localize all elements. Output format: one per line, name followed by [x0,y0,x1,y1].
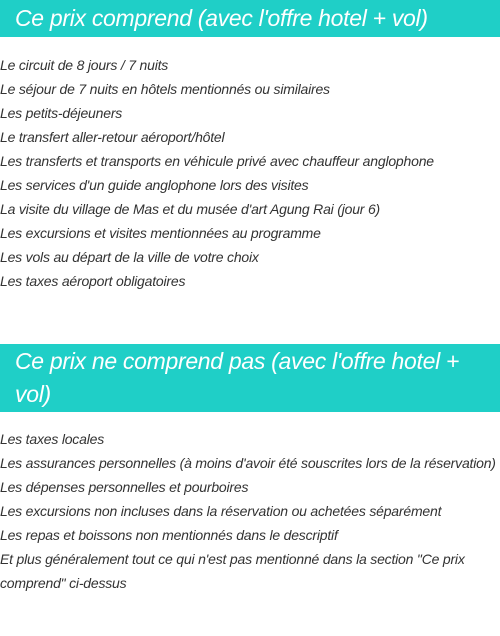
list-item: Les assurances personnelles (à moins d'avoir été souscrites lors de la réservation) [0,455,496,471]
list-item: La visite du village de Mas et du musée d'art Agung Rai (jour 6) [0,201,381,217]
list-item: Les dépenses personnelles et pourboires [0,479,249,495]
list-item: Les transferts et transports en véhicule privé avec chauffeur anglophone [0,153,434,169]
list-item: Les excursions et visites mentionnées au programme [0,225,321,241]
list-item: Les repas et boissons non mentionnés dans le descriptif [0,527,338,543]
list-item: Les petits-déjeuners [0,105,123,121]
list-item: Le transfert aller-retour aéroport/hôtel [0,129,225,145]
excluded-title: Ce prix ne comprend pas (avec l'offre hotel + vol) [0,344,500,412]
list-item: Les services d'un guide anglophone lors des visites [0,177,309,193]
list-item: Le séjour de 7 nuits en hôtels mentionnés ou similaires [0,81,330,97]
list-item: Les excursions non incluses dans la réservation ou achetées séparément [0,503,442,519]
included-section [0,0,500,293]
list-item: Les vols au départ de la ville de votre choix [0,249,259,265]
excluded-section [0,344,500,595]
included-list [0,37,500,293]
excluded-list [0,412,500,595]
included-title: Ce prix comprend (avec l'offre hotel + vol) [0,0,500,37]
list-item: Le circuit de 8 jours / 7 nuits [0,57,169,73]
list-item: Et plus généralement tout ce qui n'est pas mentionné dans la section "Ce prix comprend" ci-dessus [0,551,465,591]
list-item: Les taxes aéroport obligatoires [0,273,186,289]
list-item: Les taxes locales [0,431,104,447]
